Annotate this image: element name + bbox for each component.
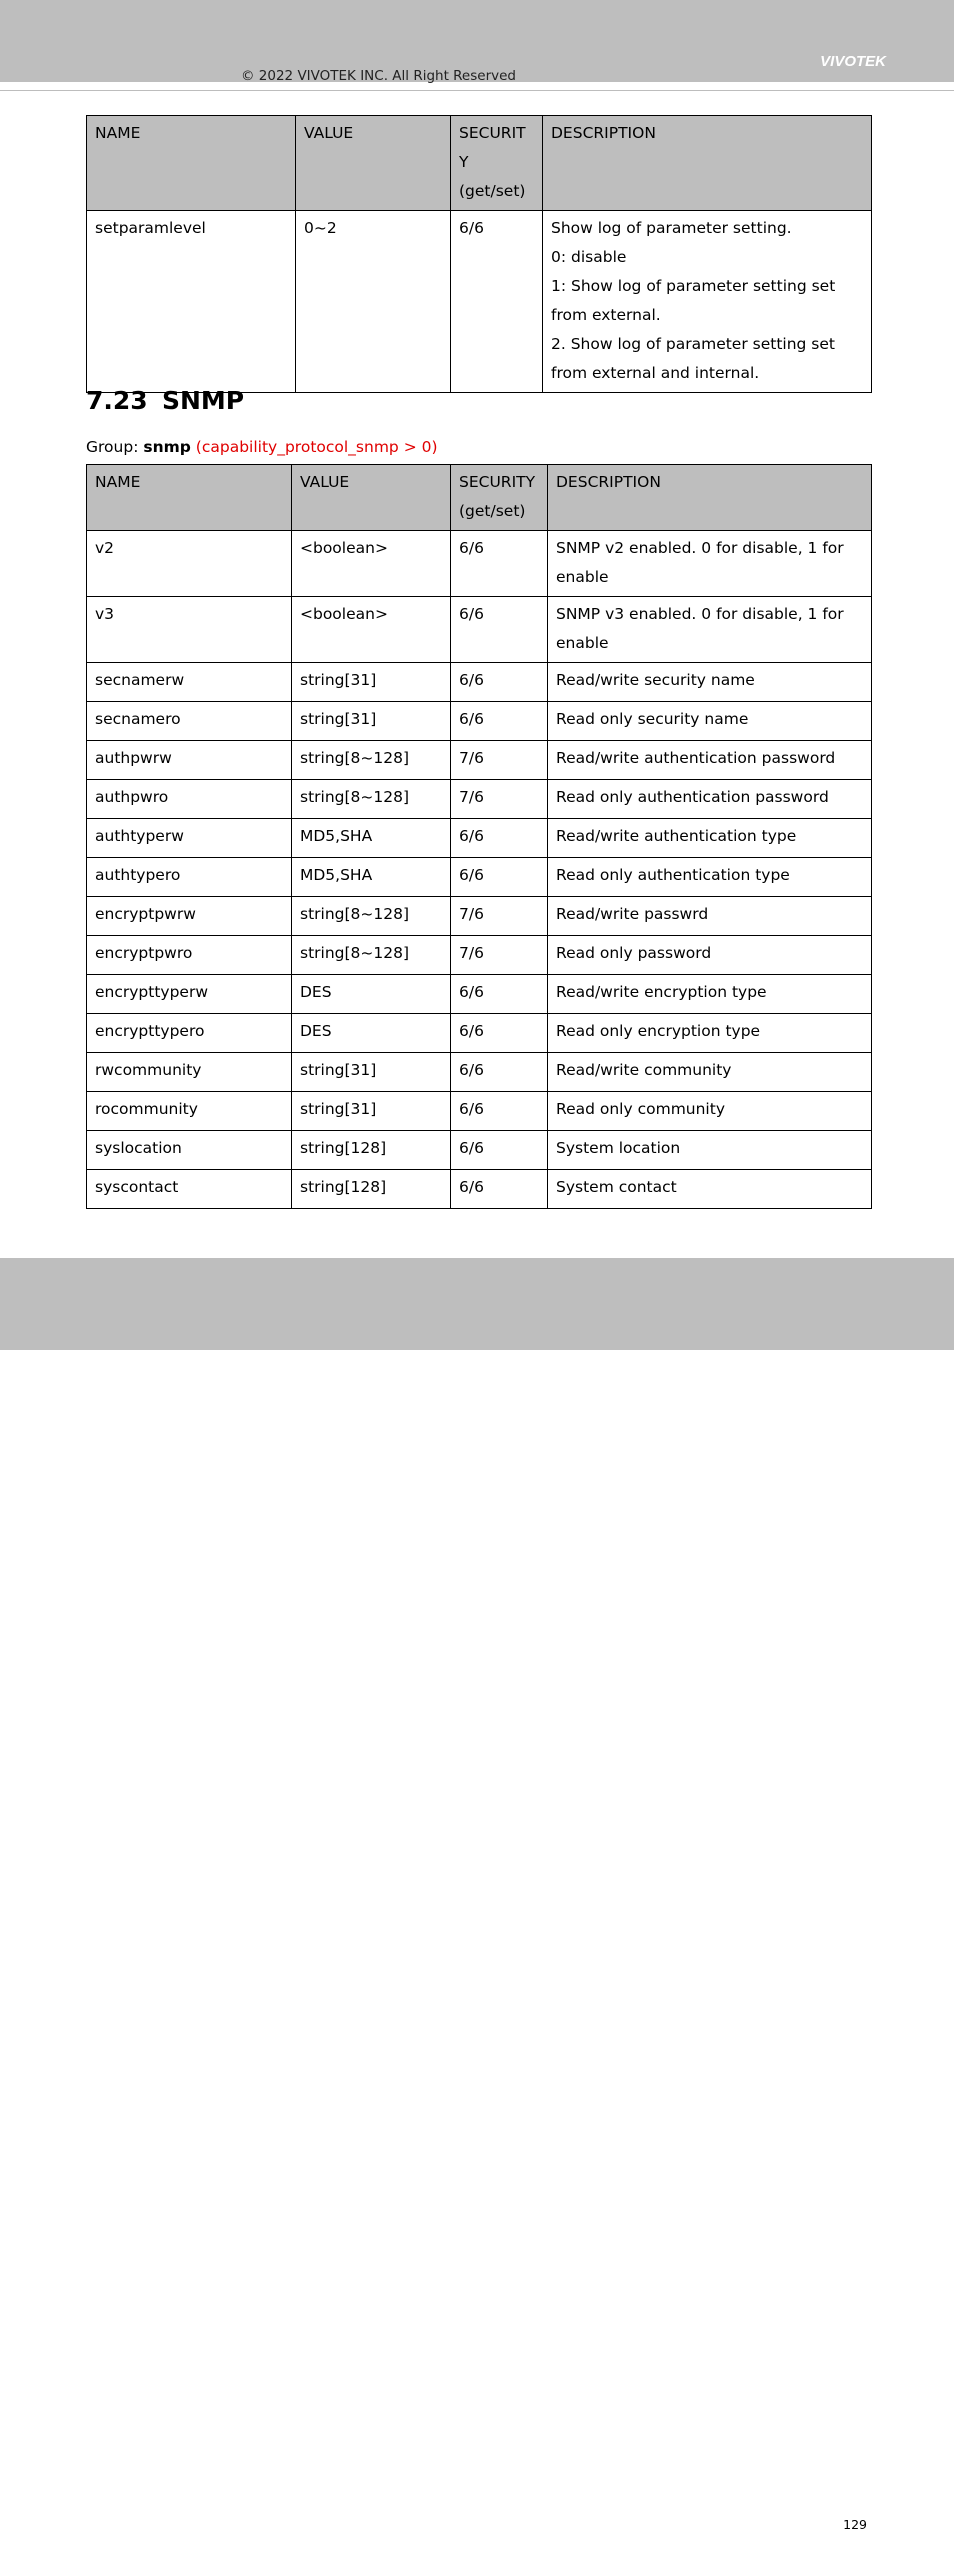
page-header bbox=[0, 0, 954, 82]
param-name: authpwro bbox=[87, 780, 292, 819]
param-security: 6/6 bbox=[451, 1053, 548, 1092]
param-security: 7/6 bbox=[451, 936, 548, 975]
param-value: DES bbox=[292, 975, 451, 1014]
param-security: 6/6 bbox=[451, 1131, 548, 1170]
section-heading bbox=[86, 386, 244, 415]
param-security: 6/6 bbox=[451, 1014, 548, 1053]
group-condition: (capability_protocol_snmp > 0) bbox=[195, 438, 438, 456]
group-line bbox=[86, 438, 438, 456]
param-description: Read only community bbox=[548, 1092, 872, 1131]
table-header-row bbox=[87, 465, 872, 531]
param-security: 6/6 bbox=[451, 663, 548, 702]
section-number: 7.23 bbox=[86, 386, 148, 415]
header-name: NAME bbox=[87, 116, 296, 211]
param-name: syscontact bbox=[87, 1170, 292, 1209]
header-divider bbox=[0, 90, 954, 91]
param-description: Read only password bbox=[548, 936, 872, 975]
section-title: SNMP bbox=[162, 386, 245, 415]
table-row bbox=[87, 741, 872, 780]
param-value: <boolean> bbox=[292, 531, 451, 597]
manual-page-label: User's Manual - 279 bbox=[770, 2534, 886, 2549]
param-value: string[31] bbox=[292, 663, 451, 702]
snmp-table bbox=[86, 464, 872, 1209]
param-value: string[128] bbox=[292, 1170, 451, 1209]
param-description: Read only authentication password bbox=[548, 780, 872, 819]
table-row bbox=[87, 1053, 872, 1092]
param-description: Read only security name bbox=[548, 702, 872, 741]
param-name: rwcommunity bbox=[87, 1053, 292, 1092]
param-name: encryptpwrw bbox=[87, 897, 292, 936]
param-security: 7/6 bbox=[451, 780, 548, 819]
param-security: 6/6 bbox=[451, 597, 548, 663]
param-description: SNMP v3 enabled. 0 for disable, 1 for enable bbox=[548, 597, 872, 663]
param-name: secnamerw bbox=[87, 663, 292, 702]
table-row bbox=[87, 211, 872, 393]
table-row bbox=[87, 531, 872, 597]
description-line: 1: Show log of parameter setting set from external. bbox=[551, 277, 836, 324]
table-row bbox=[87, 663, 872, 702]
param-description: Read/write community bbox=[548, 1053, 872, 1092]
param-value: <boolean> bbox=[292, 597, 451, 663]
table-row bbox=[87, 780, 872, 819]
param-name: v3 bbox=[87, 597, 292, 663]
table-row bbox=[87, 1092, 872, 1131]
param-security: 7/6 bbox=[451, 741, 548, 780]
param-security: 6/6 bbox=[451, 1170, 548, 1209]
param-security: 6/6 bbox=[451, 531, 548, 597]
param-value: string[8~128] bbox=[292, 780, 451, 819]
param-value: string[31] bbox=[292, 1092, 451, 1131]
param-security: 6/6 bbox=[451, 211, 543, 393]
param-description: Read/write security name bbox=[548, 663, 872, 702]
table-header-row bbox=[87, 116, 872, 211]
param-description: Read/write authentication password bbox=[548, 741, 872, 780]
param-security: 6/6 bbox=[451, 702, 548, 741]
param-description bbox=[543, 211, 872, 393]
param-description: Read/write encryption type bbox=[548, 975, 872, 1014]
param-description: System location bbox=[548, 1131, 872, 1170]
header-description: DESCRIPTION bbox=[548, 465, 872, 531]
header-value: VALUE bbox=[296, 116, 451, 211]
param-value: string[31] bbox=[292, 1053, 451, 1092]
param-security: 7/6 bbox=[451, 897, 548, 936]
table-row bbox=[87, 597, 872, 663]
table-row bbox=[87, 819, 872, 858]
param-description: SNMP v2 enabled. 0 for disable, 1 for enable bbox=[548, 531, 872, 597]
param-value: string[8~128] bbox=[292, 741, 451, 780]
page-footer bbox=[0, 1258, 954, 2549]
param-name: secnamero bbox=[87, 702, 292, 741]
param-value: string[128] bbox=[292, 1131, 451, 1170]
param-value: MD5,SHA bbox=[292, 819, 451, 858]
brand-logo-text: VIVOTEK bbox=[820, 53, 886, 70]
table-row bbox=[87, 897, 872, 936]
table-row bbox=[87, 1170, 872, 1209]
param-name: setparamlevel bbox=[87, 211, 296, 393]
param-value: string[8~128] bbox=[292, 897, 451, 936]
param-name: authtyperw bbox=[87, 819, 292, 858]
param-name: syslocation bbox=[87, 1131, 292, 1170]
param-value: string[31] bbox=[292, 702, 451, 741]
group-prefix: Group: bbox=[86, 438, 144, 456]
header-name: NAME bbox=[87, 465, 292, 531]
page-number: 129 bbox=[843, 2517, 867, 2532]
header-security: SECURITY (get/set) bbox=[451, 116, 543, 211]
param-name: rocommunity bbox=[87, 1092, 292, 1131]
param-description: System contact bbox=[548, 1170, 872, 1209]
param-value: MD5,SHA bbox=[292, 858, 451, 897]
param-name: encrypttyperw bbox=[87, 975, 292, 1014]
param-description: Read only encryption type bbox=[548, 1014, 872, 1053]
description-line: 0: disable bbox=[551, 248, 627, 266]
param-security: 6/6 bbox=[451, 858, 548, 897]
setparamlevel-table bbox=[86, 115, 872, 393]
param-security: 6/6 bbox=[451, 819, 548, 858]
table-row bbox=[87, 1131, 872, 1170]
param-value: string[8~128] bbox=[292, 936, 451, 975]
table-row bbox=[87, 975, 872, 1014]
param-security: 6/6 bbox=[451, 1092, 548, 1131]
table-row bbox=[87, 1014, 872, 1053]
header-security: SECURITY (get/set) bbox=[451, 465, 548, 531]
description-line: Show log of parameter setting. bbox=[551, 219, 792, 237]
param-name: encryptpwro bbox=[87, 936, 292, 975]
param-security: 6/6 bbox=[451, 975, 548, 1014]
copyright-text: © 2022 VIVOTEK INC. All Right Reserved bbox=[241, 68, 516, 84]
param-name: encrypttypero bbox=[87, 1014, 292, 1053]
param-name: authpwrw bbox=[87, 741, 292, 780]
param-value: DES bbox=[292, 1014, 451, 1053]
param-description: Read only authentication type bbox=[548, 858, 872, 897]
param-name: authtypero bbox=[87, 858, 292, 897]
table-row bbox=[87, 702, 872, 741]
param-description: Read/write passwrd bbox=[548, 897, 872, 936]
header-description: DESCRIPTION bbox=[543, 116, 872, 211]
description-line: 2. Show log of parameter setting set from external and internal. bbox=[551, 335, 835, 382]
table-row bbox=[87, 936, 872, 975]
header-value: VALUE bbox=[292, 465, 451, 531]
param-value: 0~2 bbox=[296, 211, 451, 393]
param-description: Read/write authentication type bbox=[548, 819, 872, 858]
param-name: v2 bbox=[87, 531, 292, 597]
group-name: snmp bbox=[143, 438, 191, 456]
table-row bbox=[87, 858, 872, 897]
